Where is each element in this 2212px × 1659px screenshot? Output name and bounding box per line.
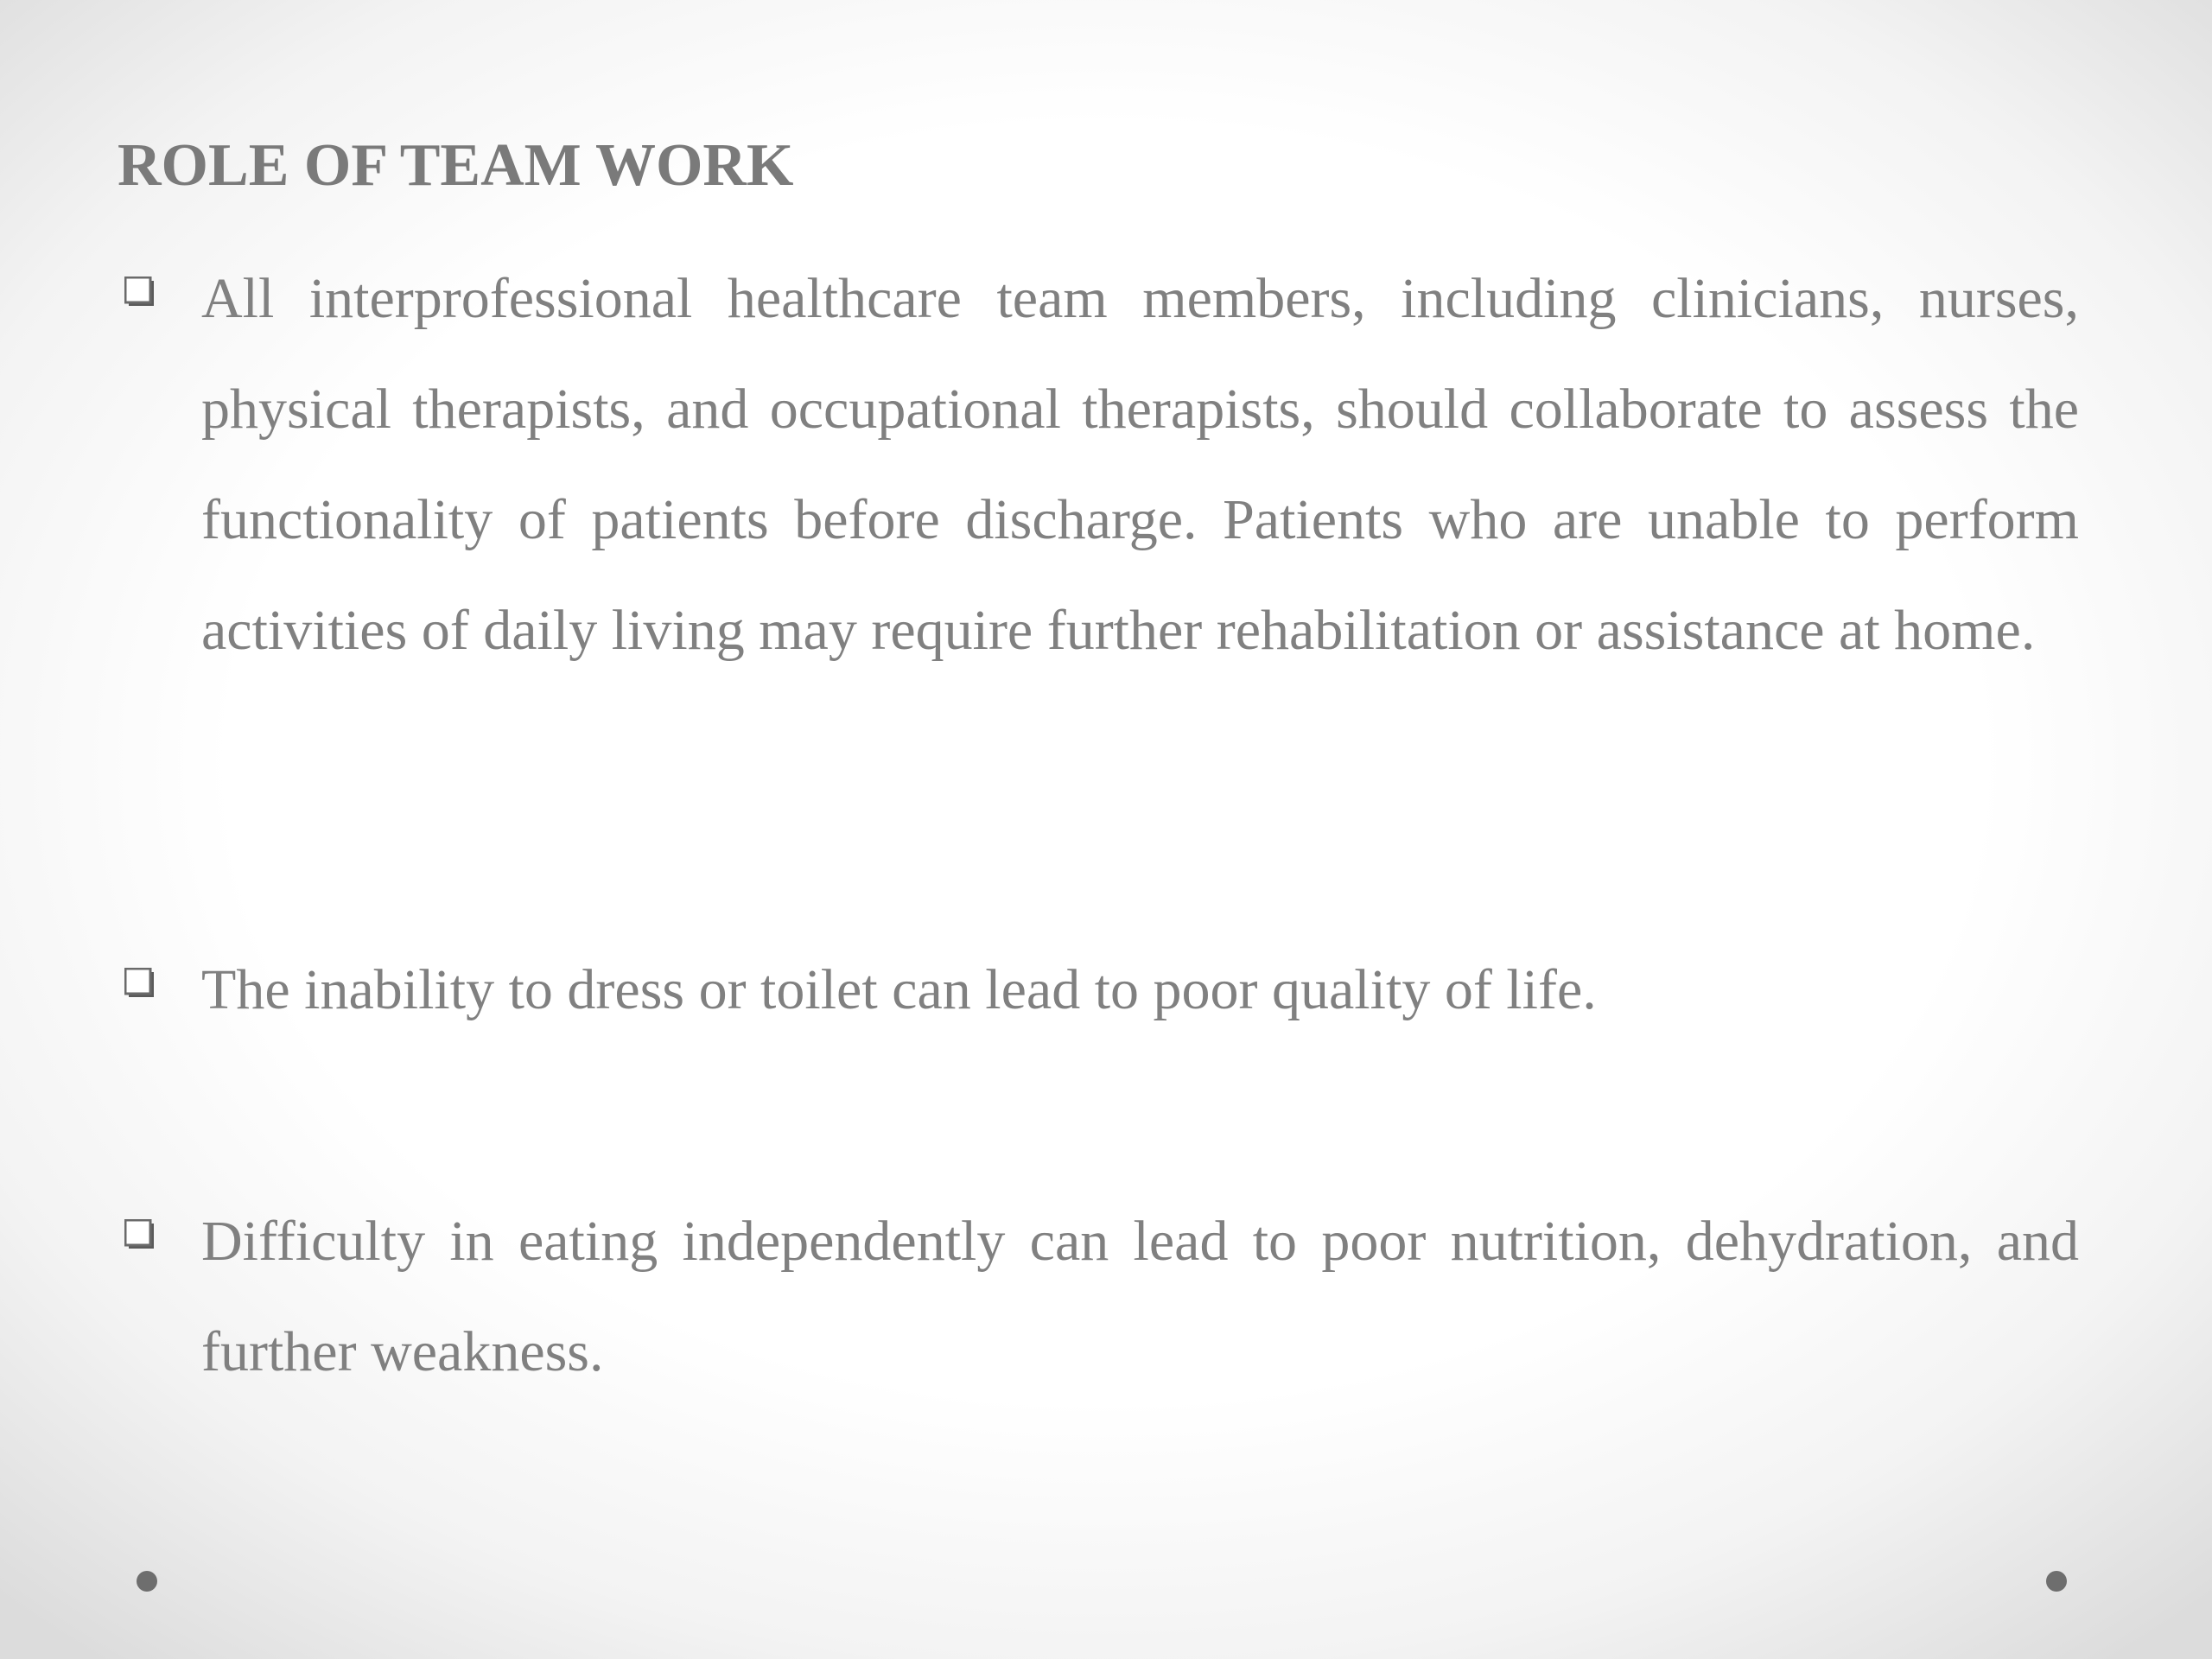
checkbox-icon <box>124 968 156 999</box>
bullet-item <box>118 1186 2079 1408</box>
checkbox-icon <box>124 1219 156 1250</box>
slide-title: ROLE OF TEAM WORK <box>118 132 794 199</box>
bullet-text: The inability to dress or toilet can lead to poor quality of life. <box>201 958 1597 1021</box>
decorative-dot-right <box>2046 1571 2067 1592</box>
bullet-text: Difficulty in eating independently can lead to poor nutrition, dehydration, and further weakness. <box>201 1210 2079 1383</box>
checkbox-icon <box>124 276 156 308</box>
bullet-text: All interprofessional healthcare team members, including clinicians, nurses, physical therapists, and occupational therapists, should collaborate to assess the functionality of patients before discharge. Patients who are unable to perform activities of daily living may require further rehabilitation or assistance at home. <box>201 267 2079 662</box>
bullet-item <box>118 244 2079 686</box>
decorative-dot-left <box>137 1571 157 1592</box>
bullet-item <box>118 935 2079 1046</box>
